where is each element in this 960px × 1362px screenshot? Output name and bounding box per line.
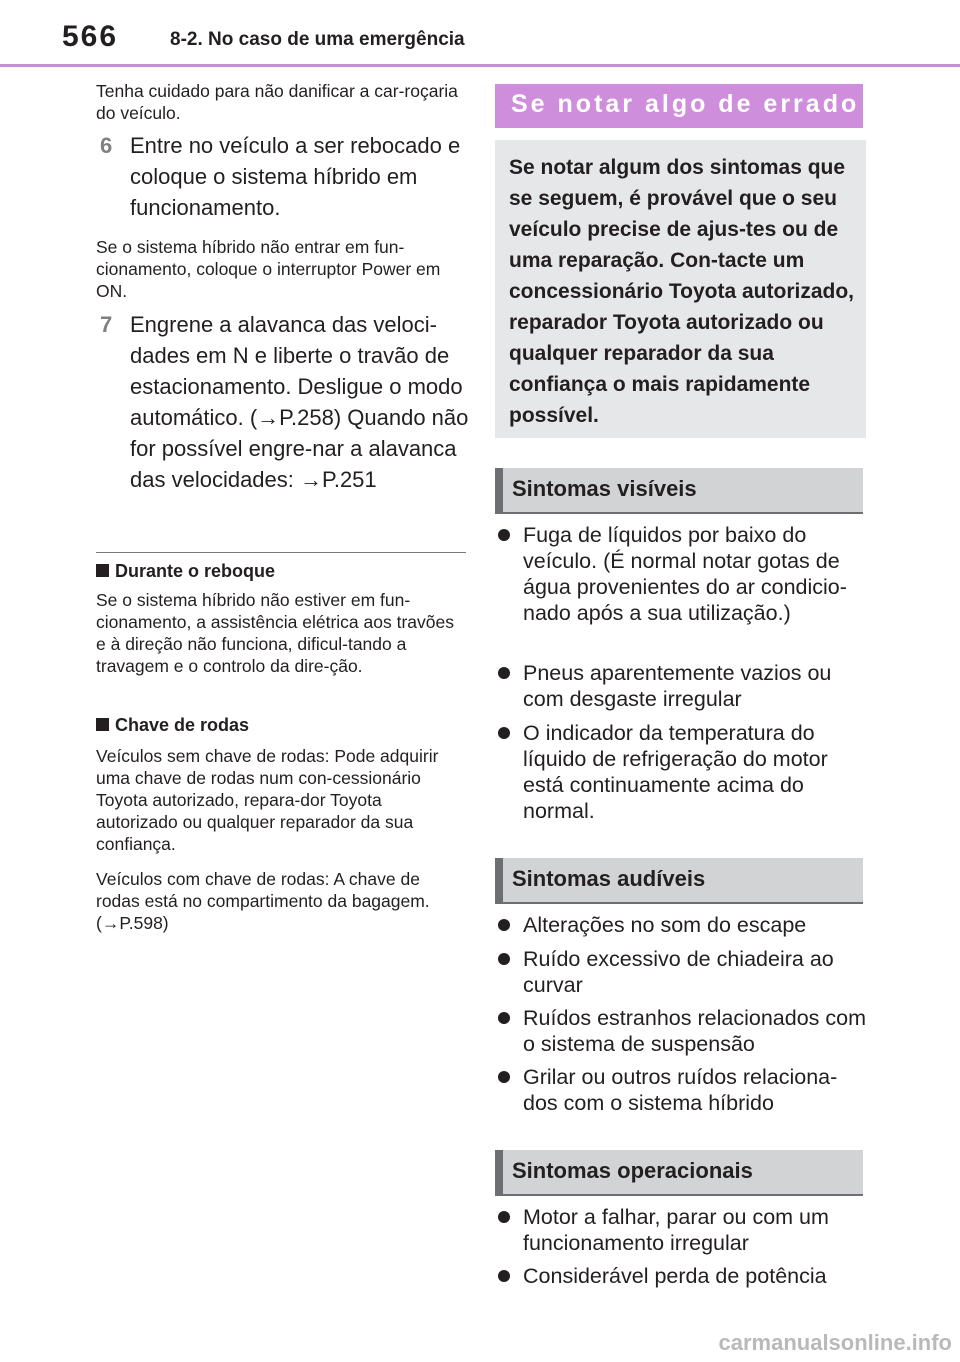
wheel-key-paragraph-2: Veículos com chave de rodas: A chave de rodas está no compartimento da bagagem. (→P.598) xyxy=(96,869,430,933)
bullet-icon xyxy=(498,727,510,739)
category-audible-symptoms xyxy=(495,858,863,904)
list-item xyxy=(498,1005,868,1057)
bullet-icon xyxy=(498,919,510,931)
step-text: Engrene a alavanca das veloci-dades em N e liberte o travão de estacionamento. Desligue o modo automático. (→P.258) Quando não for possível engre-nar a alavanca das velocidades: →P.251 xyxy=(130,312,469,492)
step-6 xyxy=(100,130,470,223)
list-item xyxy=(498,946,868,998)
section-banner xyxy=(495,84,863,128)
list-item-text: Motor a falhar, parar ou com um funcionamento irregular xyxy=(523,1205,829,1255)
list-item-text: Considerável perda de potência xyxy=(523,1264,827,1288)
watermark: carmanualsonline.info xyxy=(718,1330,952,1355)
category-visible-symptoms xyxy=(495,468,863,514)
list-item-text: O indicador da temperatura do líquido de refrigeração do motor está continuamente acima do normal. xyxy=(523,721,828,823)
towing-heading xyxy=(96,561,275,582)
wheel-key-heading xyxy=(96,715,249,736)
step-number: 6 xyxy=(100,133,113,158)
notice-text: Se notar algum dos sintomas que se seguem, é provável que o seu veículo precise de ajus-tes ou de uma reparação. Con-tacte um concessionário Toyota autorizado, reparador Toyota autorizado ou qualquer reparador da sua confiança o mais rapidamente possível. xyxy=(509,156,855,427)
list-item-text: Fuga de líquidos por baixo do veículo. (É normal notar gotas de água provenientes do ar condicio-nado após a sua utilização.) xyxy=(523,523,847,625)
bullet-icon xyxy=(498,1270,510,1282)
step-6-note: Se o sistema híbrido não entrar em fun-cionamento, coloque o interruptor Power em ON. xyxy=(96,237,441,301)
intro-paragraph: Tenha cuidado para não danificar a car-roçaria do veículo. xyxy=(96,81,458,123)
towing-heading-text: Durante o reboque xyxy=(115,561,276,581)
notice-box xyxy=(495,140,866,438)
header-divider xyxy=(0,64,960,67)
list-item xyxy=(498,912,868,938)
list-item xyxy=(498,1204,868,1256)
section-title: 8-2. No caso de uma emergência xyxy=(170,29,465,50)
category-bar xyxy=(495,858,503,902)
list-item xyxy=(498,720,868,824)
list-item xyxy=(498,1263,868,1289)
list-item-text: Ruídos estranhos relacionados com o sistema de suspensão xyxy=(523,1006,866,1056)
bullet-icon xyxy=(498,1012,510,1024)
bullet-icon xyxy=(498,953,510,965)
category-title: Sintomas audíveis xyxy=(512,866,706,891)
bullet-icon xyxy=(498,1071,510,1083)
bullet-icon xyxy=(498,667,510,679)
category-title: Sintomas visíveis xyxy=(512,476,697,501)
page-number: 566 xyxy=(62,20,119,53)
category-operational-symptoms xyxy=(495,1150,863,1196)
list-item xyxy=(498,660,868,712)
list-item xyxy=(498,522,868,626)
square-bullet-icon xyxy=(96,718,109,731)
step-7 xyxy=(100,309,470,495)
square-bullet-icon xyxy=(96,564,109,577)
bullet-icon xyxy=(498,1211,510,1223)
list-item-text: Pneus aparentemente vazios ou com desgaste irregular xyxy=(523,661,832,711)
list-item xyxy=(498,1064,868,1116)
wheel-key-heading-text: Chave de rodas xyxy=(115,715,250,735)
list-item-text: Ruído excessivo de chiadeira ao curvar xyxy=(523,947,834,997)
bullet-icon xyxy=(498,529,510,541)
list-item-text: Alterações no som do escape xyxy=(523,913,807,937)
category-bar xyxy=(495,1150,503,1194)
section-banner-title: Se notar algo de errado xyxy=(511,90,860,118)
step-text: Entre no veículo a ser rebocado e coloque o sistema híbrido em funcionamento. xyxy=(130,133,461,220)
list-item-text: Grilar ou outros ruídos relaciona-dos com o sistema híbrido xyxy=(523,1065,838,1115)
category-title: Sintomas operacionais xyxy=(512,1158,753,1183)
towing-paragraph: Se o sistema híbrido não estiver em fun-cionamento, a assistência elétrica aos travões e à direção não funciona, dificul-tando a travagem e o controlo da dire-ção. xyxy=(96,590,454,676)
step-number: 7 xyxy=(100,312,113,337)
section-divider xyxy=(96,552,466,553)
category-bar xyxy=(495,468,503,512)
wheel-key-paragraph-1: Veículos sem chave de rodas: Pode adquirir uma chave de rodas num con-cessionário Toyota autorizado, repara-dor Toyota autorizado ou qualquer reparador da sua confiança. xyxy=(96,746,439,854)
